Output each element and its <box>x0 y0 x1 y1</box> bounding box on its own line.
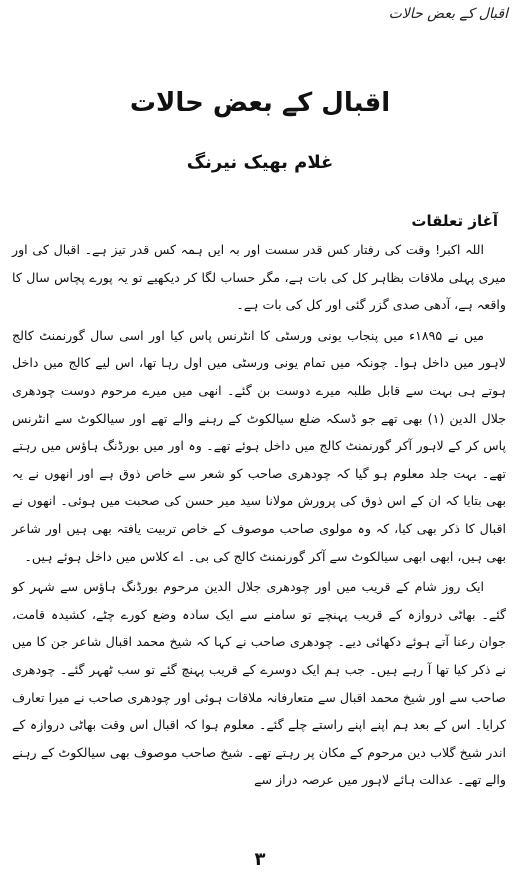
chapter-title: اقبال کے بعض حالات <box>129 88 391 118</box>
section-heading: آغاز تعلقات <box>411 212 498 230</box>
paragraph-3: ایک روز شام کے قریب میں اور چودھری جلال الدین مرحوم بورڈنگ ہاؤس سے شہر کو گئے۔ بھاٹی دروازہ کے قریب پہنچے تو سامنے سے ایک سادہ وضع کورے چٹے، کشیدہ قامت، جوان رعنا آتے ہوئے دکھائی دیے۔ چودھری صاحب نے کہا کہ شیخ محمد اقبال شاعر جن کا میں نے ذکر کیا تھا آ رہے ہیں۔ جب ہم ایک دوسرے کے قریب پہنچ گئے تو سب ٹھہر گئے۔ چودھری صاحب سے اور شیخ محمد اقبال سے متعارفانہ ملاقات ہوئی اور چودھری صاحب نے میرا تعارف کرایا۔ اس کے بعد ہم اپنے اپنے راستے چلے گئے۔ معلوم ہوا کہ اقبال اس وقت بھاٹی دروازہ کے اندر شیخ گلاب دین مرحوم کے مکان پر رہتے تھے۔ شیخ صاحب موصوف بھی سیالکوٹ کے رہنے والے تھے۔ عدالت ہائے لاہور میں عرصہ دراز سے <box>12 579 506 788</box>
body-text <box>12 236 506 794</box>
paragraph-1: اللہ اکبر! وقت کی رفتار کس قدر سست اور بہ ایں ہمہ کس قدر تیز ہے۔ اقبال کی اور میری پہلی ملاقات بظاہر کل کی بات ہے، مگر حساب لگا کر دیکھیے تو یہ پورے پچاس سال کا واقعہ ہے، آدھی صدی گزر گئی اور کل کی بات ہے۔ <box>12 242 506 313</box>
paragraph-2: میں نے ۱۸۹۵ء میں پنجاب یونی ورسٹی کا انٹرنس پاس کیا اور اسی سال گورنمنٹ کالج لاہور میں داخل ہوا۔ چونکہ میں تمام یونی ورسٹی میں اول رہا تھا، اس لیے کالج میں داخل ہوتے ہی بہت سے قابل طلبہ میرے دوست بن گئے۔ انھی میں میرے مرحوم دوست چودھری جلال الدین (۱) بھی تھے جو ڈسکہ ضلع سیالکوٹ کے رہنے والے تھے اور سیالکوٹ سے انٹرنس پاس کر کے لاہور آکر گورنمنٹ کالج میں داخل ہوئے تھے۔ وہ اور میں بورڈنگ ہاؤس میں رہتے تھے۔ بہت جلد معلوم ہو گیا کہ چودھری صاحب کو شعر سے خاص ذوق ہے اور انھوں نے یہ بھی بتایا کہ ان کے اس ذوق کی پرورش مولانا سید میر حسن کی صحبت میں ہوئی۔ انھوں نے اقبال کا ذکر بھی کیا، کہ وہ مولوی صاحب موصوف کے خاص تربیت یافتہ بھی ہیں اور شاعر بھی ہیں، ابھی ابھی سیالکوٹ سے آکر گورنمنٹ کالج کی بی۔ اے کلاس میں داخل ہوئے ہیں۔ <box>12 327 506 564</box>
page-number: ۳ <box>254 849 266 870</box>
author-name: غلام بھیک نیرنگ <box>186 152 334 173</box>
running-header: اقبال کے بعض حالات <box>388 6 508 22</box>
